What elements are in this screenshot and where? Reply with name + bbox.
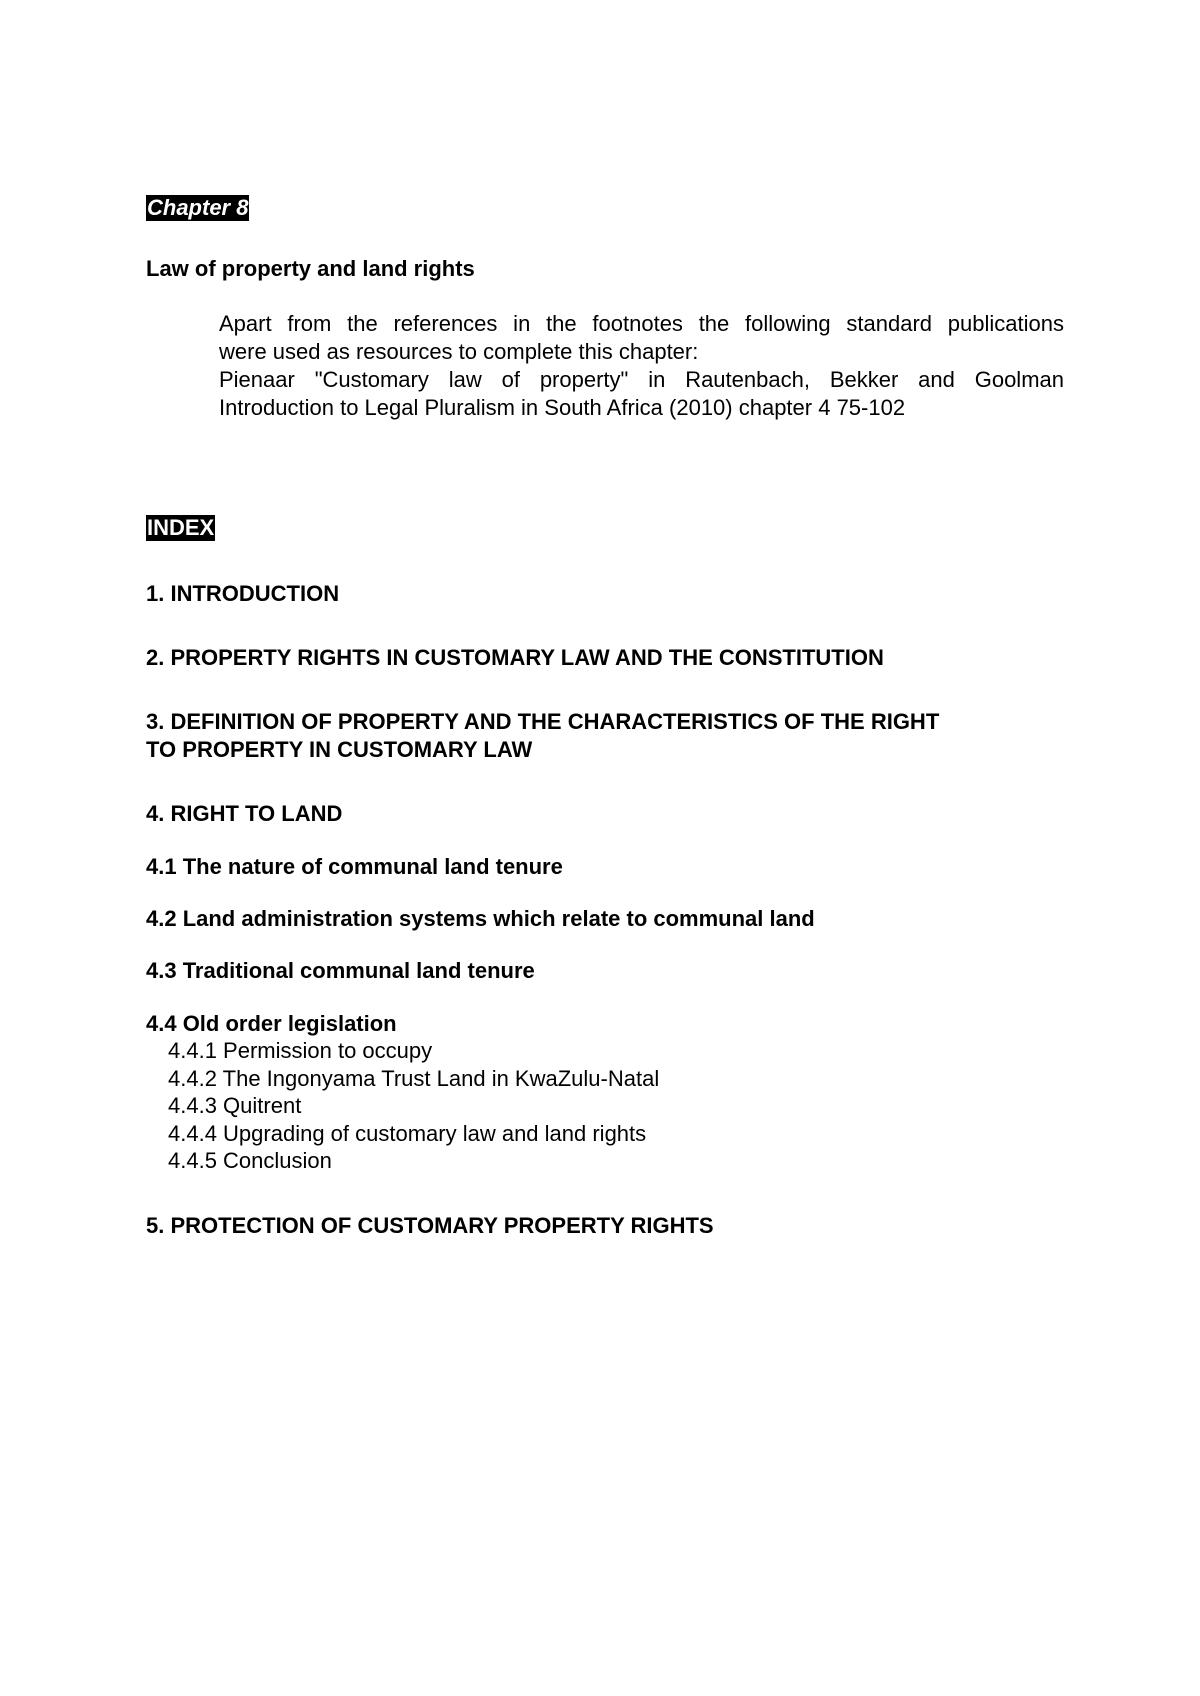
resources-intro-line-2: were used as resources to complete this chapter:	[219, 339, 699, 364]
toc-item-introduction: 1. INTRODUCTION	[146, 581, 340, 606]
toc-subitem-ingonyama-trust: 4.4.2 The Ingonyama Trust Land in KwaZulu-Natal	[168, 1066, 660, 1091]
toc-subitem-conclusion: 4.4.5 Conclusion	[168, 1148, 332, 1173]
toc-item-right-to-land: 4. RIGHT TO LAND	[146, 801, 343, 826]
toc-subitem-upgrading: 4.4.4 Upgrading of customary law and land rights	[168, 1121, 647, 1146]
toc-item-property-rights-constitution: 2. PROPERTY RIGHTS IN CUSTOMARY LAW AND THE CONSTITUTION	[146, 645, 884, 670]
resources-citation-line-1: Pienaar "Customary law of property" in Rautenbach, Bekker and Goolman	[219, 367, 1064, 392]
chapter-label: Chapter 8	[147, 195, 249, 220]
resources-note	[219, 310, 1064, 422]
toc-item-traditional-tenure: 4.3 Traditional communal land tenure	[146, 958, 535, 983]
toc-subitem-quitrent: 4.4.3 Quitrent	[168, 1093, 302, 1118]
toc-item-protection-property-rights: 5. PROTECTION OF CUSTOMARY PROPERTY RIGHTS	[146, 1213, 714, 1238]
toc-item-definition-line-1: 3. DEFINITION OF PROPERTY AND THE CHARACTERISTICS OF THE RIGHT	[146, 709, 940, 734]
toc-item-communal-land-tenure: 4.1 The nature of communal land tenure	[146, 854, 563, 879]
chapter-title: Law of property and land rights	[146, 256, 475, 281]
toc-subitem-permission-to-occupy: 4.4.1 Permission to occupy	[168, 1038, 433, 1063]
resources-citation-line-2: Introduction to Legal Pluralism in South Africa (2010) chapter 4 75-102	[219, 395, 906, 420]
toc-item-old-order-legislation: 4.4 Old order legislation	[146, 1011, 397, 1036]
toc-item-land-administration: 4.2 Land administration systems which relate to communal land	[146, 906, 815, 931]
toc-item-definition-line-2: TO PROPERTY IN CUSTOMARY LAW	[146, 737, 533, 762]
index-label: INDEX	[147, 515, 215, 540]
resources-intro-line-1: Apart from the references in the footnotes the following standard publications	[219, 311, 1064, 336]
